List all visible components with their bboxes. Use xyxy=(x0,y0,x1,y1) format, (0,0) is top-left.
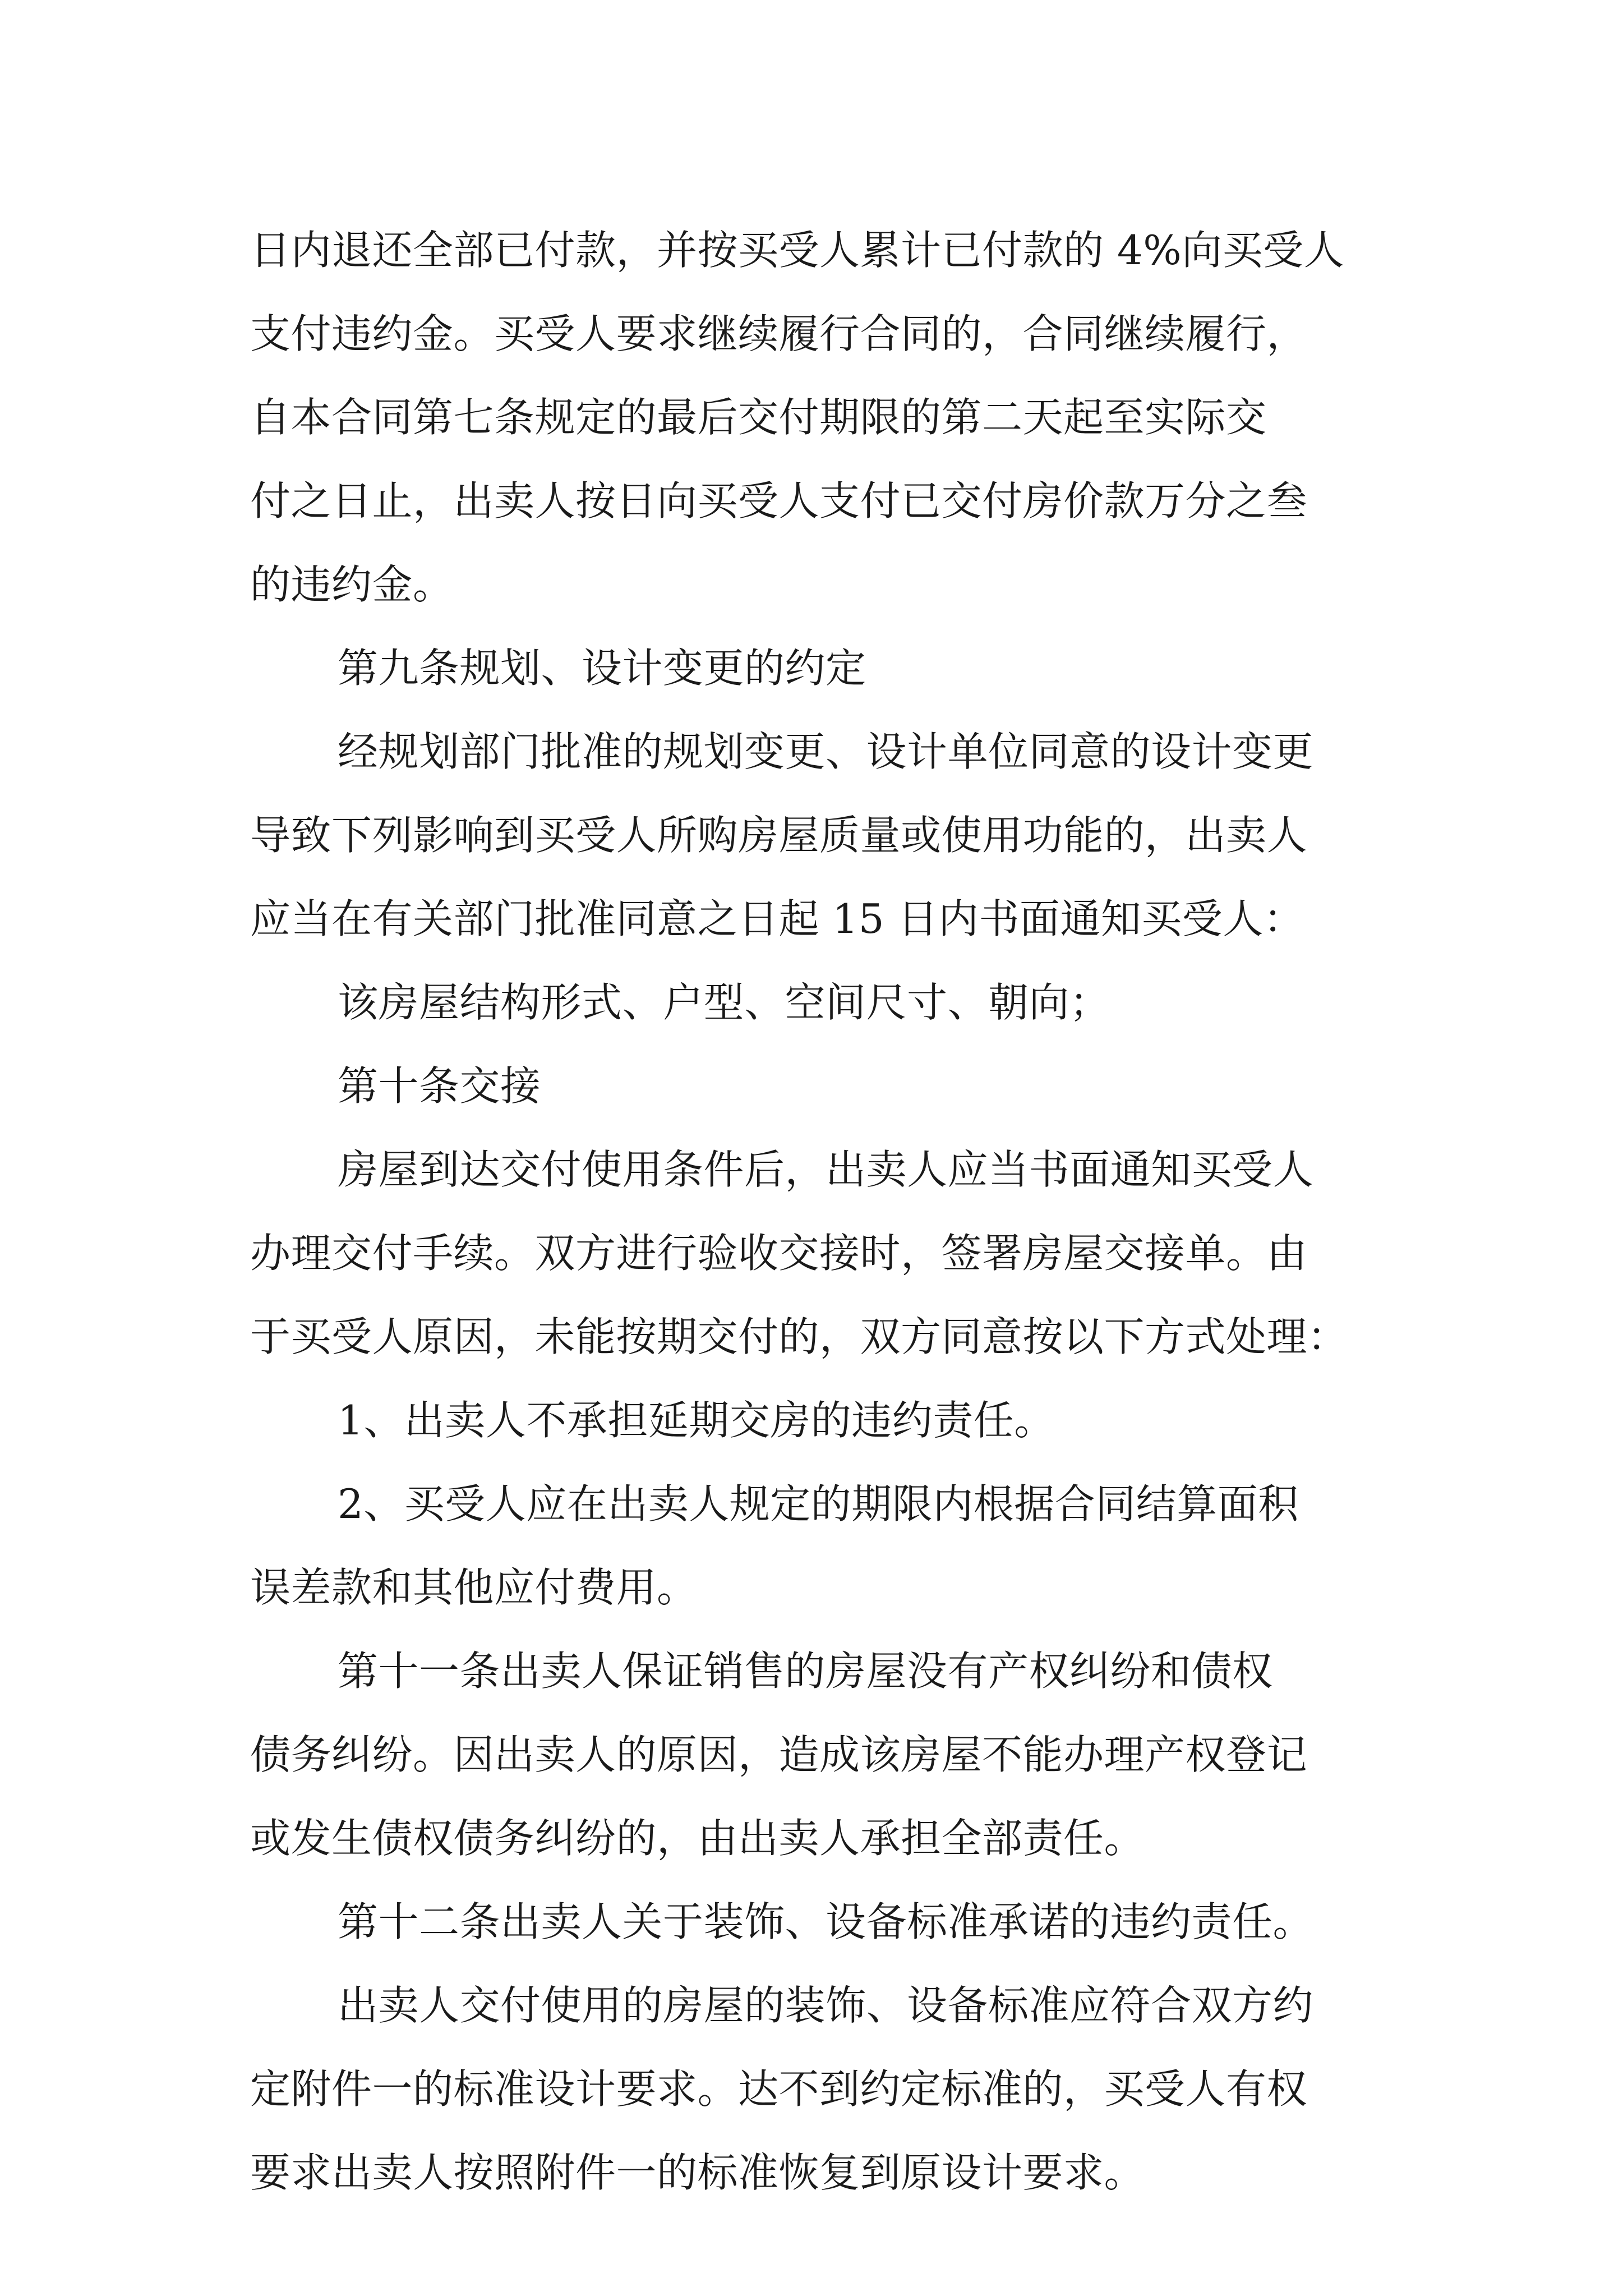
text-line: 定附件一的标准设计要求。达不到约定标准的，买受人有权 xyxy=(250,2065,1308,2113)
text-line: 第十条交接 xyxy=(338,1062,541,1110)
contract-text-body xyxy=(250,209,1394,2215)
text-line: 于买受人原因，未能按期交付的，双方同意按以下方式处理： xyxy=(250,1313,1348,1360)
text-line: 第十二条出卖人关于装饰、设备标准承诺的违约责任。 xyxy=(338,1898,1314,1945)
text-line: 经规划部门批准的规划变更、设计单位同意的设计变更 xyxy=(338,728,1314,775)
text-line: 该房屋结构形式、户型、空间尺寸、朝向； xyxy=(338,979,1110,1026)
text-line: 误差款和其他应付费用。 xyxy=(250,1564,698,1611)
text-line: 支付违约金。买受人要求继续履行合同的，合同继续履行， xyxy=(250,310,1308,357)
text-line: 第十一条出卖人保证销售的房屋没有产权纠纷和债权 xyxy=(338,1648,1273,1695)
text-line: 的违约金。 xyxy=(250,561,454,608)
text-line: 债务纠纷。因出卖人的原因，造成该房屋不能办理产权登记 xyxy=(250,1731,1308,1778)
text-line: 付之日止，出卖人按日向买受人支付已交付房价款万分之叁 xyxy=(250,477,1308,524)
text-line: 2、买受人应在出卖人规定的期限内根据合同结算面积 xyxy=(338,1480,1299,1527)
text-line: 1、出卖人不承担延期交房的违约责任。 xyxy=(338,1397,1055,1444)
text-line: 出卖人交付使用的房屋的装饰、设备标准应符合双方约 xyxy=(338,1982,1314,2029)
text-line: 日内退还全部已付款，并按买受人累计已付款的 4%向买受人 xyxy=(250,227,1345,274)
text-line: 或发生债权债务纠纷的，由出卖人承担全部责任。 xyxy=(250,1815,1145,1862)
text-line: 办理交付手续。双方进行验收交接时，签署房屋交接单。由 xyxy=(250,1230,1308,1277)
text-line: 第九条规划、设计变更的约定 xyxy=(338,645,866,692)
text-line: 自本合同第七条规定的最后交付期限的第二天起至实际交 xyxy=(250,394,1267,441)
text-line: 导致下列影响到买受人所购房屋质量或使用功能的，出卖人 xyxy=(250,812,1308,859)
text-line: 要求出卖人按照附件一的标准恢复到原设计要求。 xyxy=(250,2149,1145,2196)
text-line: 应当在有关部门批准同意之日起 15 日内书面通知买受人： xyxy=(250,895,1304,942)
text-line: 房屋到达交付使用条件后，出卖人应当书面通知买受人 xyxy=(338,1146,1314,1193)
